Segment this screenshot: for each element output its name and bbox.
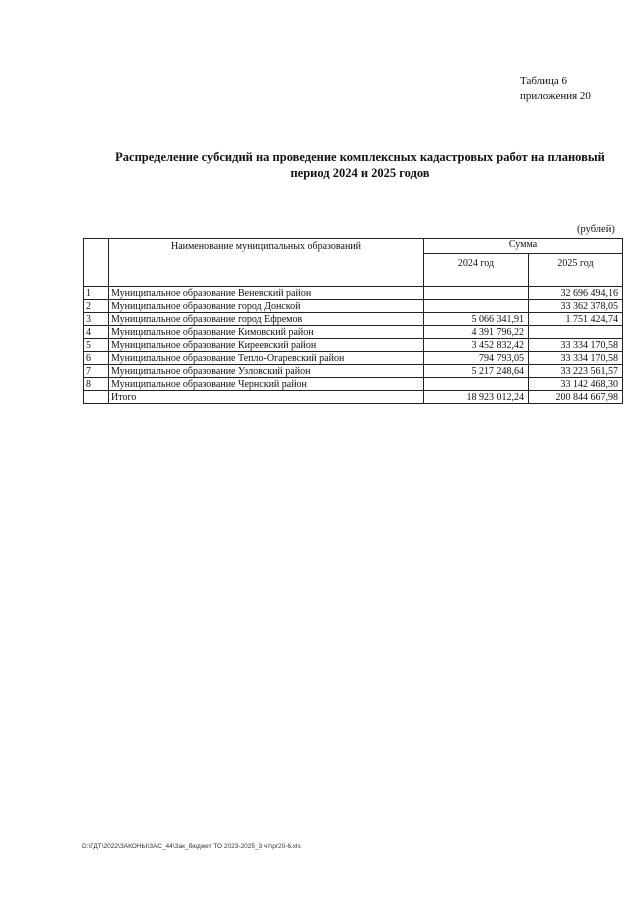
row-2024-cell <box>424 287 529 300</box>
table-row <box>84 300 623 313</box>
table-caption <box>520 74 591 104</box>
row-name-cell: Муниципальное образование город Ефремов <box>109 313 424 326</box>
table-row <box>84 326 623 339</box>
title-line-1: Распределение субсидий на проведение комплексных кадастровых работ на плановый <box>115 150 605 164</box>
row-num-cell: 5 <box>84 339 109 352</box>
table-row <box>84 339 623 352</box>
table-row <box>84 365 623 378</box>
row-num-cell: 8 <box>84 378 109 391</box>
row-2024-cell: 3 452 832,42 <box>424 339 529 352</box>
row-2024-cell: 5 066 341,91 <box>424 313 529 326</box>
table-row <box>84 378 623 391</box>
row-num-cell: 6 <box>84 352 109 365</box>
row-2025-cell <box>529 326 623 339</box>
row-2025-cell: 33 334 170,58 <box>529 352 623 365</box>
row-num-cell: 1 <box>84 287 109 300</box>
file-path-footer: D:\ГДТ\2022\ЗАКОНЫ\ЗАС_44\Зак_бюджет ТО 2023-2025_3 чт\pr20-6.xls <box>82 843 301 850</box>
row-2024-cell <box>424 378 529 391</box>
table-total-row <box>84 391 623 404</box>
row-2024-cell: 794 793,05 <box>424 352 529 365</box>
row-name-cell: Муниципальное образование Узловский район <box>109 365 424 378</box>
row-2025-cell: 33 334 170,58 <box>529 339 623 352</box>
header-2025-cell: 2025 год <box>529 254 623 287</box>
total-2025-cell: 200 844 667,98 <box>529 391 623 404</box>
row-2025-cell: 1 751 424,74 <box>529 313 623 326</box>
row-num-cell: 3 <box>84 313 109 326</box>
row-name-cell: Муниципальное образование Чернский район <box>109 378 424 391</box>
header-2024-cell: 2024 год <box>424 254 529 287</box>
subsidy-table <box>83 238 623 404</box>
row-2024-cell: 5 217 248,64 <box>424 365 529 378</box>
row-name-cell: Муниципальное образование Кимовский район <box>109 326 424 339</box>
units-label: (рублей) <box>577 224 615 235</box>
row-num-cell: 4 <box>84 326 109 339</box>
table-row <box>84 352 623 365</box>
total-2024-cell: 18 923 012,24 <box>424 391 529 404</box>
appendix-label: приложения 20 <box>520 90 591 102</box>
total-num-cell <box>84 391 109 404</box>
row-name-cell: Муниципальное образование Тепло-Огаревский район <box>109 352 424 365</box>
title-line-2: период 2024 и 2025 годов <box>290 166 430 180</box>
table-number-label: Таблица 6 <box>520 75 568 87</box>
row-num-cell: 7 <box>84 365 109 378</box>
document-title <box>80 149 640 181</box>
row-2025-cell: 33 142 468,30 <box>529 378 623 391</box>
row-2025-cell: 33 223 561,57 <box>529 365 623 378</box>
row-2025-cell: 33 362 378,05 <box>529 300 623 313</box>
table-header-row <box>84 239 623 254</box>
row-2024-cell: 4 391 796,22 <box>424 326 529 339</box>
table-row <box>84 313 623 326</box>
row-2025-cell: 32 696 494,16 <box>529 287 623 300</box>
total-name-cell: Итого <box>109 391 424 404</box>
row-name-cell: Муниципальное образование Веневский район <box>109 287 424 300</box>
row-name-cell: Муниципальное образование город Донской <box>109 300 424 313</box>
row-name-cell: Муниципальное образование Киреевский район <box>109 339 424 352</box>
header-num-cell <box>84 239 109 287</box>
row-num-cell: 2 <box>84 300 109 313</box>
row-2024-cell <box>424 300 529 313</box>
table-row <box>84 287 623 300</box>
header-name-cell: Наименование муниципальных образований <box>109 239 424 287</box>
header-sum-cell: Сумма <box>424 239 623 254</box>
